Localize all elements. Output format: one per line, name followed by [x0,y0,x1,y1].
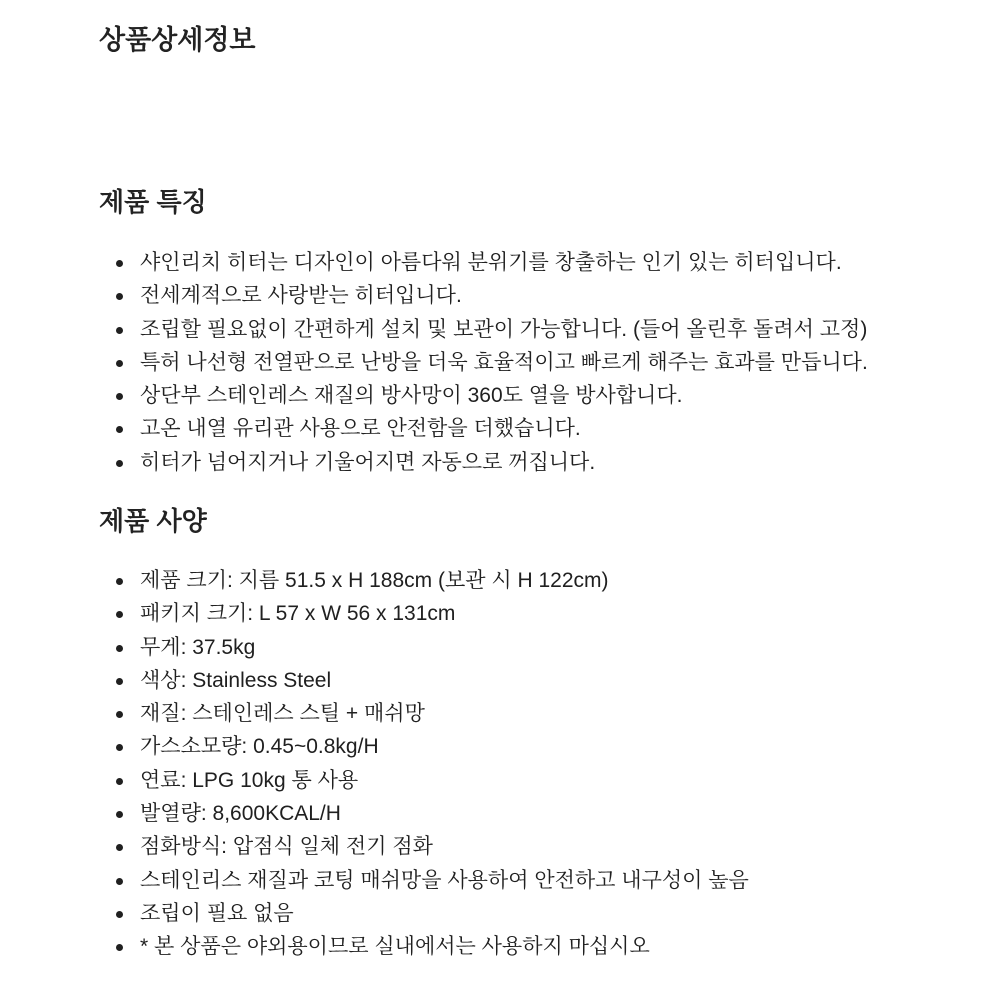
spec-item [116,697,986,730]
bullet-icon [116,360,123,367]
feature-text: 특허 나선형 전열판으로 난방을 더욱 효율적이고 빠르게 해주는 효과를 만듭니다. [140,350,868,374]
spec-item [116,897,986,930]
spec-item [116,597,986,630]
spec-text: 무게: 37.5kg [140,635,256,659]
feature-item [116,346,986,379]
bullet-icon [116,744,123,751]
bullet-icon [116,911,123,918]
spec-text: 발열량: 8,600KCAL/H [140,802,341,826]
feature-item [116,246,986,279]
specs-list [116,564,986,964]
bullet-icon [116,426,123,433]
bullet-icon [116,460,123,467]
bullet-icon [116,711,123,718]
bullet-icon [116,293,123,300]
page-title: 상품상세정보 [99,25,256,55]
feature-item [116,379,986,412]
spec-item [116,764,986,797]
spec-item [116,664,986,697]
bullet-icon [116,260,123,267]
spec-text: * 본 상품은 야외용이므로 실내에서는 사용하지 마십시오 [140,935,650,959]
feature-text: 전세계적으로 사랑받는 히터입니다. [140,284,462,308]
bullet-icon [116,811,123,818]
spec-text: 색상: Stainless Steel [140,668,332,692]
bullet-icon [116,944,123,951]
bullet-icon [116,611,123,618]
bullet-icon [116,393,123,400]
feature-text: 고온 내열 유리관 사용으로 안전함을 더했습니다. [140,417,581,441]
spec-text: 패키지 크기: L 57 x W 56 x 131cm [140,602,456,626]
specs-heading: 제품 사양 [99,506,207,536]
spec-text: 제품 크기: 지름 51.5 x H 188cm (보관 시 H 122cm) [140,569,609,592]
spec-text: 스테인리스 재질과 코팅 매쉬망을 사용하여 안전하고 내구성이 높음 [140,868,749,892]
spec-item [116,930,986,963]
spec-text: 조립이 필요 없음 [140,901,294,925]
spec-item [116,730,986,763]
spec-item [116,830,986,863]
bullet-icon [116,878,123,885]
feature-text: 샤인리치 히터는 디자인이 아름다워 분위기를 창출하는 인기 있는 히터입니다. [140,251,842,274]
spec-text: 점화방식: 압점식 일체 전기 점화 [140,835,433,859]
feature-text: 히터가 넘어지거나 기울어지면 자동으로 꺼집니다. [140,450,596,474]
bullet-icon [116,678,123,685]
bullet-icon [116,844,123,851]
spec-text: 재질: 스테인레스 스틸 + 매쉬망 [140,702,425,726]
feature-item [116,446,986,479]
bullet-icon [116,778,123,785]
spec-item [116,564,986,597]
features-list [116,246,986,479]
feature-item [116,412,986,445]
spec-item [116,797,986,830]
spec-text: 가스소모량: 0.45~0.8kg/H [140,735,379,759]
feature-item [116,279,986,312]
spec-text: 연료: LPG 10kg 통 사용 [140,768,359,792]
bullet-icon [116,578,123,585]
spec-item [116,631,986,664]
bullet-icon [116,327,123,334]
bullet-icon [116,645,123,652]
feature-text: 조립할 필요없이 간편하게 설치 및 보관이 가능합니다. (들어 올린후 돌려서 고정) [140,317,868,341]
feature-text: 상단부 스테인레스 재질의 방사망이 360도 열을 방사합니다. [140,384,683,408]
features-heading: 제품 특징 [99,187,207,217]
feature-item [116,313,986,346]
spec-item [116,864,986,897]
